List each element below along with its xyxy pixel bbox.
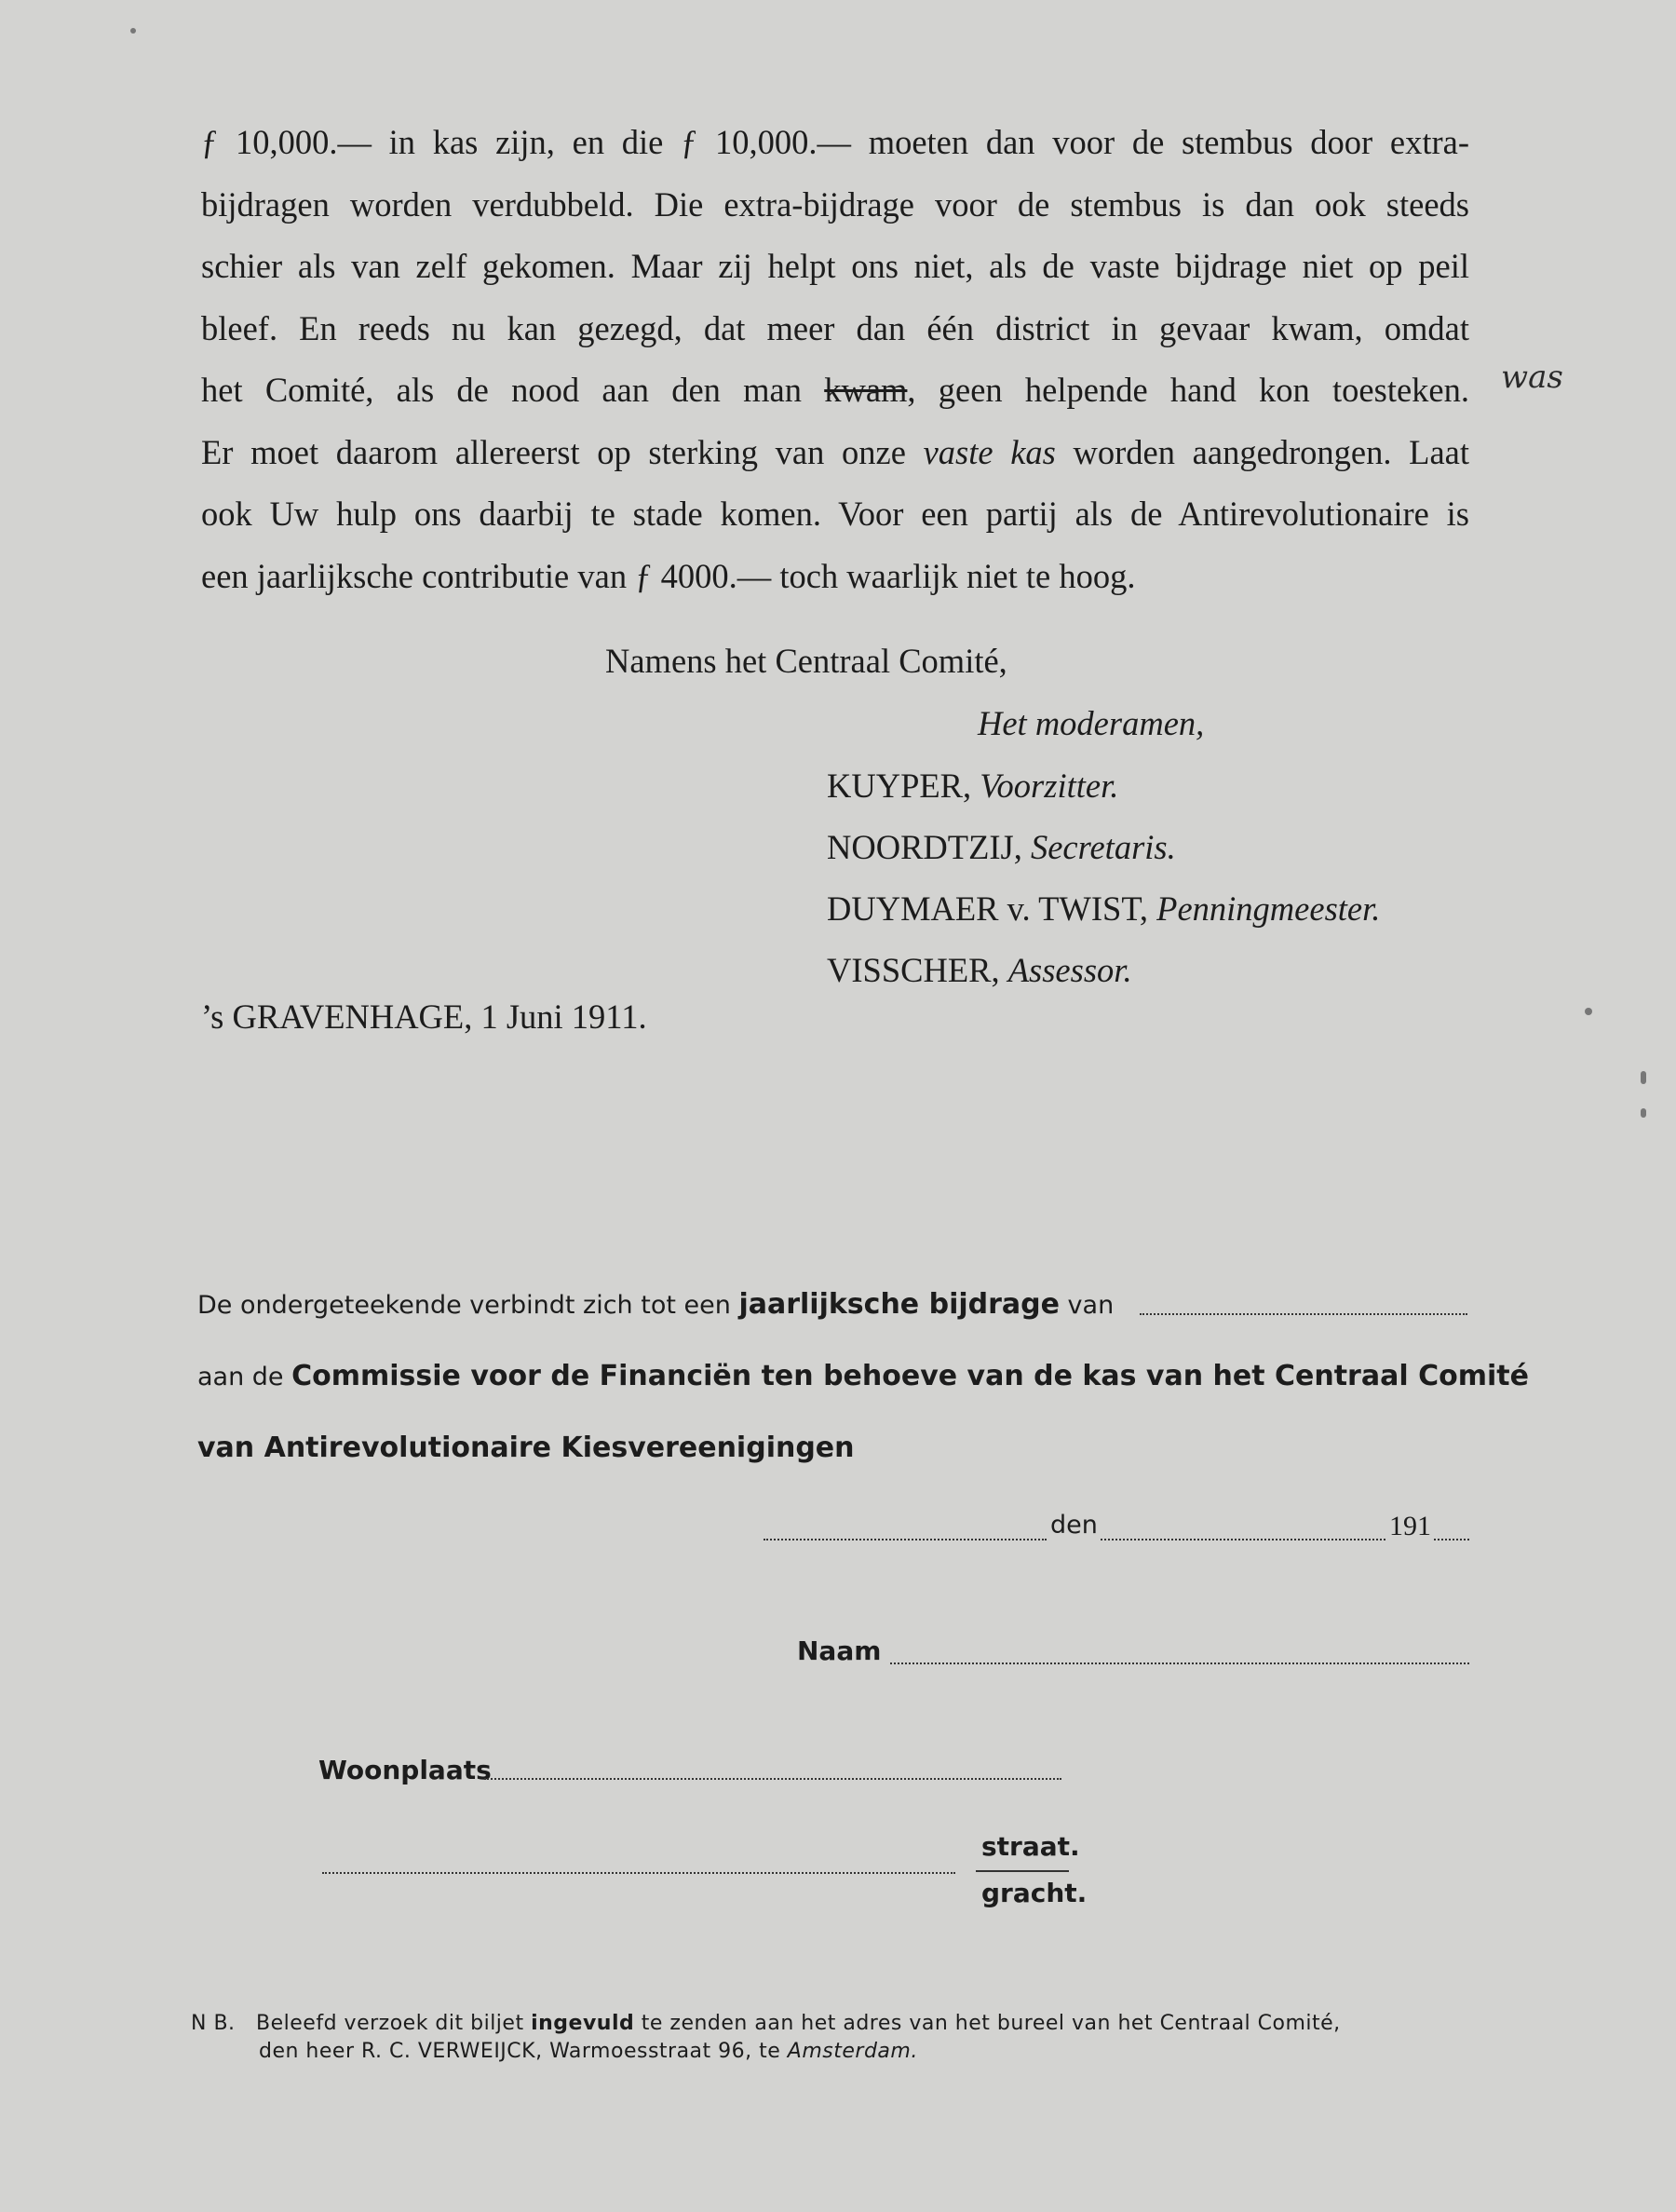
letter-line-5b: , geen helpende hand kon toesteken. [907,371,1470,409]
handwritten-margin-note: was [1501,359,1563,396]
form-annual-contribution: jaarlijksche bijdrage [738,1288,1060,1321]
form-line-1-text: De ondergeteekende verbindt zich tot een [197,1291,739,1320]
nb-city: Amsterdam. [787,2040,918,2063]
nb-note-line-2 [259,2040,918,2063]
letter-line-5 [201,360,1469,422]
form-line-1-suffix: van [1059,1291,1115,1320]
form-line-2 [197,1360,1529,1392]
letter-line-1 [201,112,1469,174]
letter-line-5a: het Comité, als de nood aan den man [201,371,825,409]
name-field[interactable] [890,1661,1469,1664]
letter-line-6b: worden aangedrongen. Laat [1055,432,1469,471]
woonplaats-label: Woonplaats [318,1755,492,1785]
signatory-name: DUYMAER v. TWIST, [827,889,1157,928]
naam-label: Naam [797,1635,882,1666]
form-line-3 [197,1432,855,1464]
signatory [827,766,1118,806]
signatory-role: Voorzitter. [980,767,1119,805]
emphasis-vaste-kas: vaste kas [923,432,1056,471]
letter-line-2: bijdragen worden verdubbeld. Die extra-bijdrage voor de stembus is dan ook steeds [201,184,1469,224]
signatory [827,827,1176,867]
place-and-date: ’s GRAVENHAGE, 1 Juni 1911. [201,997,647,1036]
signatory [827,950,1132,990]
letter-line-8: een jaarlijksche contributie van ƒ 4000.— toch waarlijk niet te hoog. [201,556,1136,595]
signatory-name: NOORDTZIJ, [827,828,1031,866]
signatory [827,889,1380,929]
gracht-label: gracht. [981,1878,1088,1908]
residence-field[interactable] [484,1776,1061,1780]
year-field[interactable] [1434,1537,1469,1540]
nb-text-rest: te zenden aan het adres van het bureel van het Centraal Comité, [634,2012,1341,2035]
letter-line-3: schier als van zelf gekomen. Maar zij helpt ons niet, als de vaste bijdrage niet op peil [201,247,1469,285]
form-committee-name: Commissie voor de Financiën ten behoeve van de kas van het Centraal Comité [291,1360,1529,1392]
straat-gracht-divider [976,1870,1069,1872]
letter-line-4: bleef. En reeds nu kan gezegd, dat meer dan één district in gevaar kwam, omdat [201,308,1469,347]
signatory-name: VISSCHER, [827,951,1008,989]
nb-address: den heer R. C. VERWEIJCK, Warmoesstraat 96, te [259,2040,788,2063]
nb-text: Beleefd verzoek dit biljet [256,2012,532,2035]
letter-line-7: ook Uw hulp ons daarbij te stade komen. Voor een partij als de Antirevolutionaire is [201,495,1469,533]
letter-line-6 [201,422,1469,484]
place-field[interactable] [764,1537,1047,1540]
nb-note-line-1 [191,2012,1341,2035]
paper-speck [1641,1071,1646,1084]
letter-line-6a: Er moet daarom allereerst op sterking van onze [201,432,924,471]
form-line-1 [197,1288,1114,1321]
year-prefix: 191 [1389,1511,1431,1541]
signatory-name: KUYPER, [827,767,980,805]
contribution-amount-field[interactable] [1140,1311,1467,1315]
letter-line-1a: ƒ 10,000.— in kas zijn, en die [201,123,682,161]
signatory-role: Secretaris. [1030,828,1176,866]
straat-label: straat. [981,1831,1080,1862]
letter-body [201,112,1469,607]
closing-line: Namens het Centraal Comité, [605,642,1007,680]
paper-speck [1641,1108,1646,1118]
nb-ingevuld: ingevuld [531,2012,635,2035]
struck-word: kwam [824,371,908,409]
form-association-name: van Antirevolutionaire Kiesvereenigingen [197,1432,855,1464]
den-label: den [1050,1511,1098,1540]
letter-line-1b: ƒ 10,000.— moeten dan voor de stembus door extra- [681,123,1469,161]
signatory-role: Penningmeester. [1156,889,1381,928]
moderamen-line: Het moderamen, [978,704,1205,742]
paper-speck [130,28,136,34]
nb-prefix: N B. [191,2012,236,2035]
paper-speck [1585,1008,1592,1015]
signatory-role: Assessor. [1007,951,1132,989]
date-field[interactable] [1101,1537,1385,1540]
address-field[interactable] [322,1870,955,1874]
form-line-2-text: aan de [197,1363,292,1391]
